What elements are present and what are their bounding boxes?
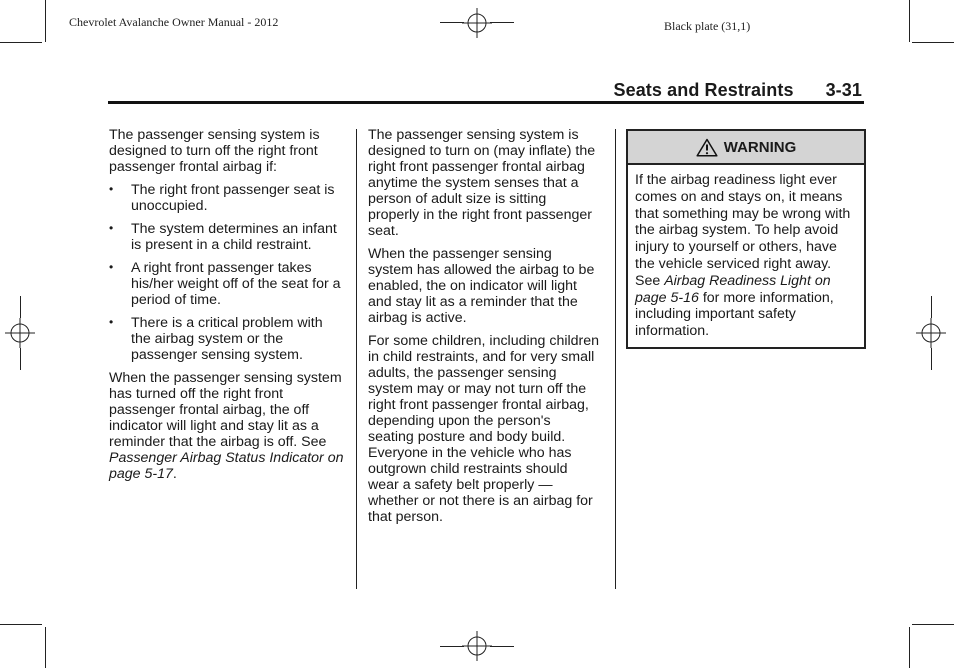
header-rule: [108, 101, 864, 104]
crop-mark: [909, 627, 910, 668]
warning-text-part: for more information, including important safety information.: [635, 289, 834, 340]
closing-paragraph: [109, 370, 345, 482]
registration-mark-icon: [462, 631, 492, 661]
list-item: • The right front passenger seat is unoccupied.: [109, 182, 345, 214]
crop-mark: [912, 42, 954, 43]
closing-text: When the passenger sensing system has turned off the right front passenger frontal airbag, the off indicator will light and stay lit as a reminder that the airbag is off. See: [109, 370, 342, 450]
column-divider: [356, 129, 357, 589]
crop-mark: [0, 624, 42, 625]
registration-mark-icon: [5, 318, 35, 348]
crop-mark: [490, 22, 514, 23]
crop-mark: [912, 624, 954, 625]
intro-paragraph: The passenger sensing system is designed to turn off the right front passenger frontal airbag if:: [109, 127, 320, 175]
column-divider: [615, 129, 616, 589]
registration-mark-icon: [916, 318, 946, 348]
warning-box: [626, 129, 866, 349]
paragraph: For some children, including children in child restraints, and for very small adults, the passenger sensing system may or may not turn off the right front passenger frontal airbag, depending upon the person's seating posture and body build. Everyone in the vehicle who has outgrown child restraints should wear a safety belt properly — whether or not there is an airbag for that person.: [368, 333, 600, 525]
column-1: [109, 127, 345, 489]
paragraph: The passenger sensing system is designed to turn on (may inflate) the right front passenger frontal airbag anytime the system senses that a person of adult size is sitting properly in the right front passenger seat.: [368, 127, 596, 239]
crop-mark: [440, 646, 464, 647]
paragraph: When the passenger sensing system has allowed the airbag to be enabled, the on indicator will light and stay lit as a reminder that the airbag is active.: [368, 246, 595, 326]
warning-text: [628, 165, 864, 347]
plate-label: Black plate (31,1): [664, 19, 751, 33]
crop-mark: [20, 348, 21, 370]
warning-text-part: If the airbag readiness light ever comes on and stays on, it means that something may be wrong with the airbag system. To help avoid injury to yourself or others, have the vehicle serviced right away. See: [635, 172, 851, 289]
page-header: [613, 80, 862, 101]
crop-mark: [440, 22, 464, 23]
cross-reference-link[interactable]: Passenger Airbag Status Indicator on page 5-17: [109, 450, 344, 482]
crop-mark: [20, 296, 21, 318]
registration-mark-icon: [462, 8, 492, 38]
crop-mark: [0, 42, 42, 43]
section-title: Seats and Restraints: [613, 80, 794, 100]
crop-mark: [490, 646, 514, 647]
crop-mark: [931, 296, 932, 318]
warning-triangle-icon: [696, 138, 718, 157]
manual-title: Chevrolet Avalanche Owner Manual - 2012: [69, 15, 279, 29]
crop-mark: [909, 0, 910, 42]
crop-mark: [931, 348, 932, 370]
list-item: • A right front passenger takes his/her weight off of the seat for a period of time.: [109, 260, 345, 308]
crop-mark: [45, 627, 46, 668]
list-item: • There is a critical problem with the airbag system or the passenger sensing system.: [109, 315, 345, 363]
page-number: 3-31: [825, 80, 862, 100]
warning-label: WARNING: [723, 138, 797, 156]
crop-mark: [45, 0, 46, 42]
list-item: • The system determines an infant is present in a child restraint.: [109, 221, 345, 253]
condition-list: [109, 182, 345, 363]
column-2: [368, 127, 600, 532]
warning-header: [628, 131, 864, 165]
cross-reference-link[interactable]: Airbag Readiness Light on page 5-16: [635, 272, 831, 306]
closing-end: .: [172, 466, 177, 482]
